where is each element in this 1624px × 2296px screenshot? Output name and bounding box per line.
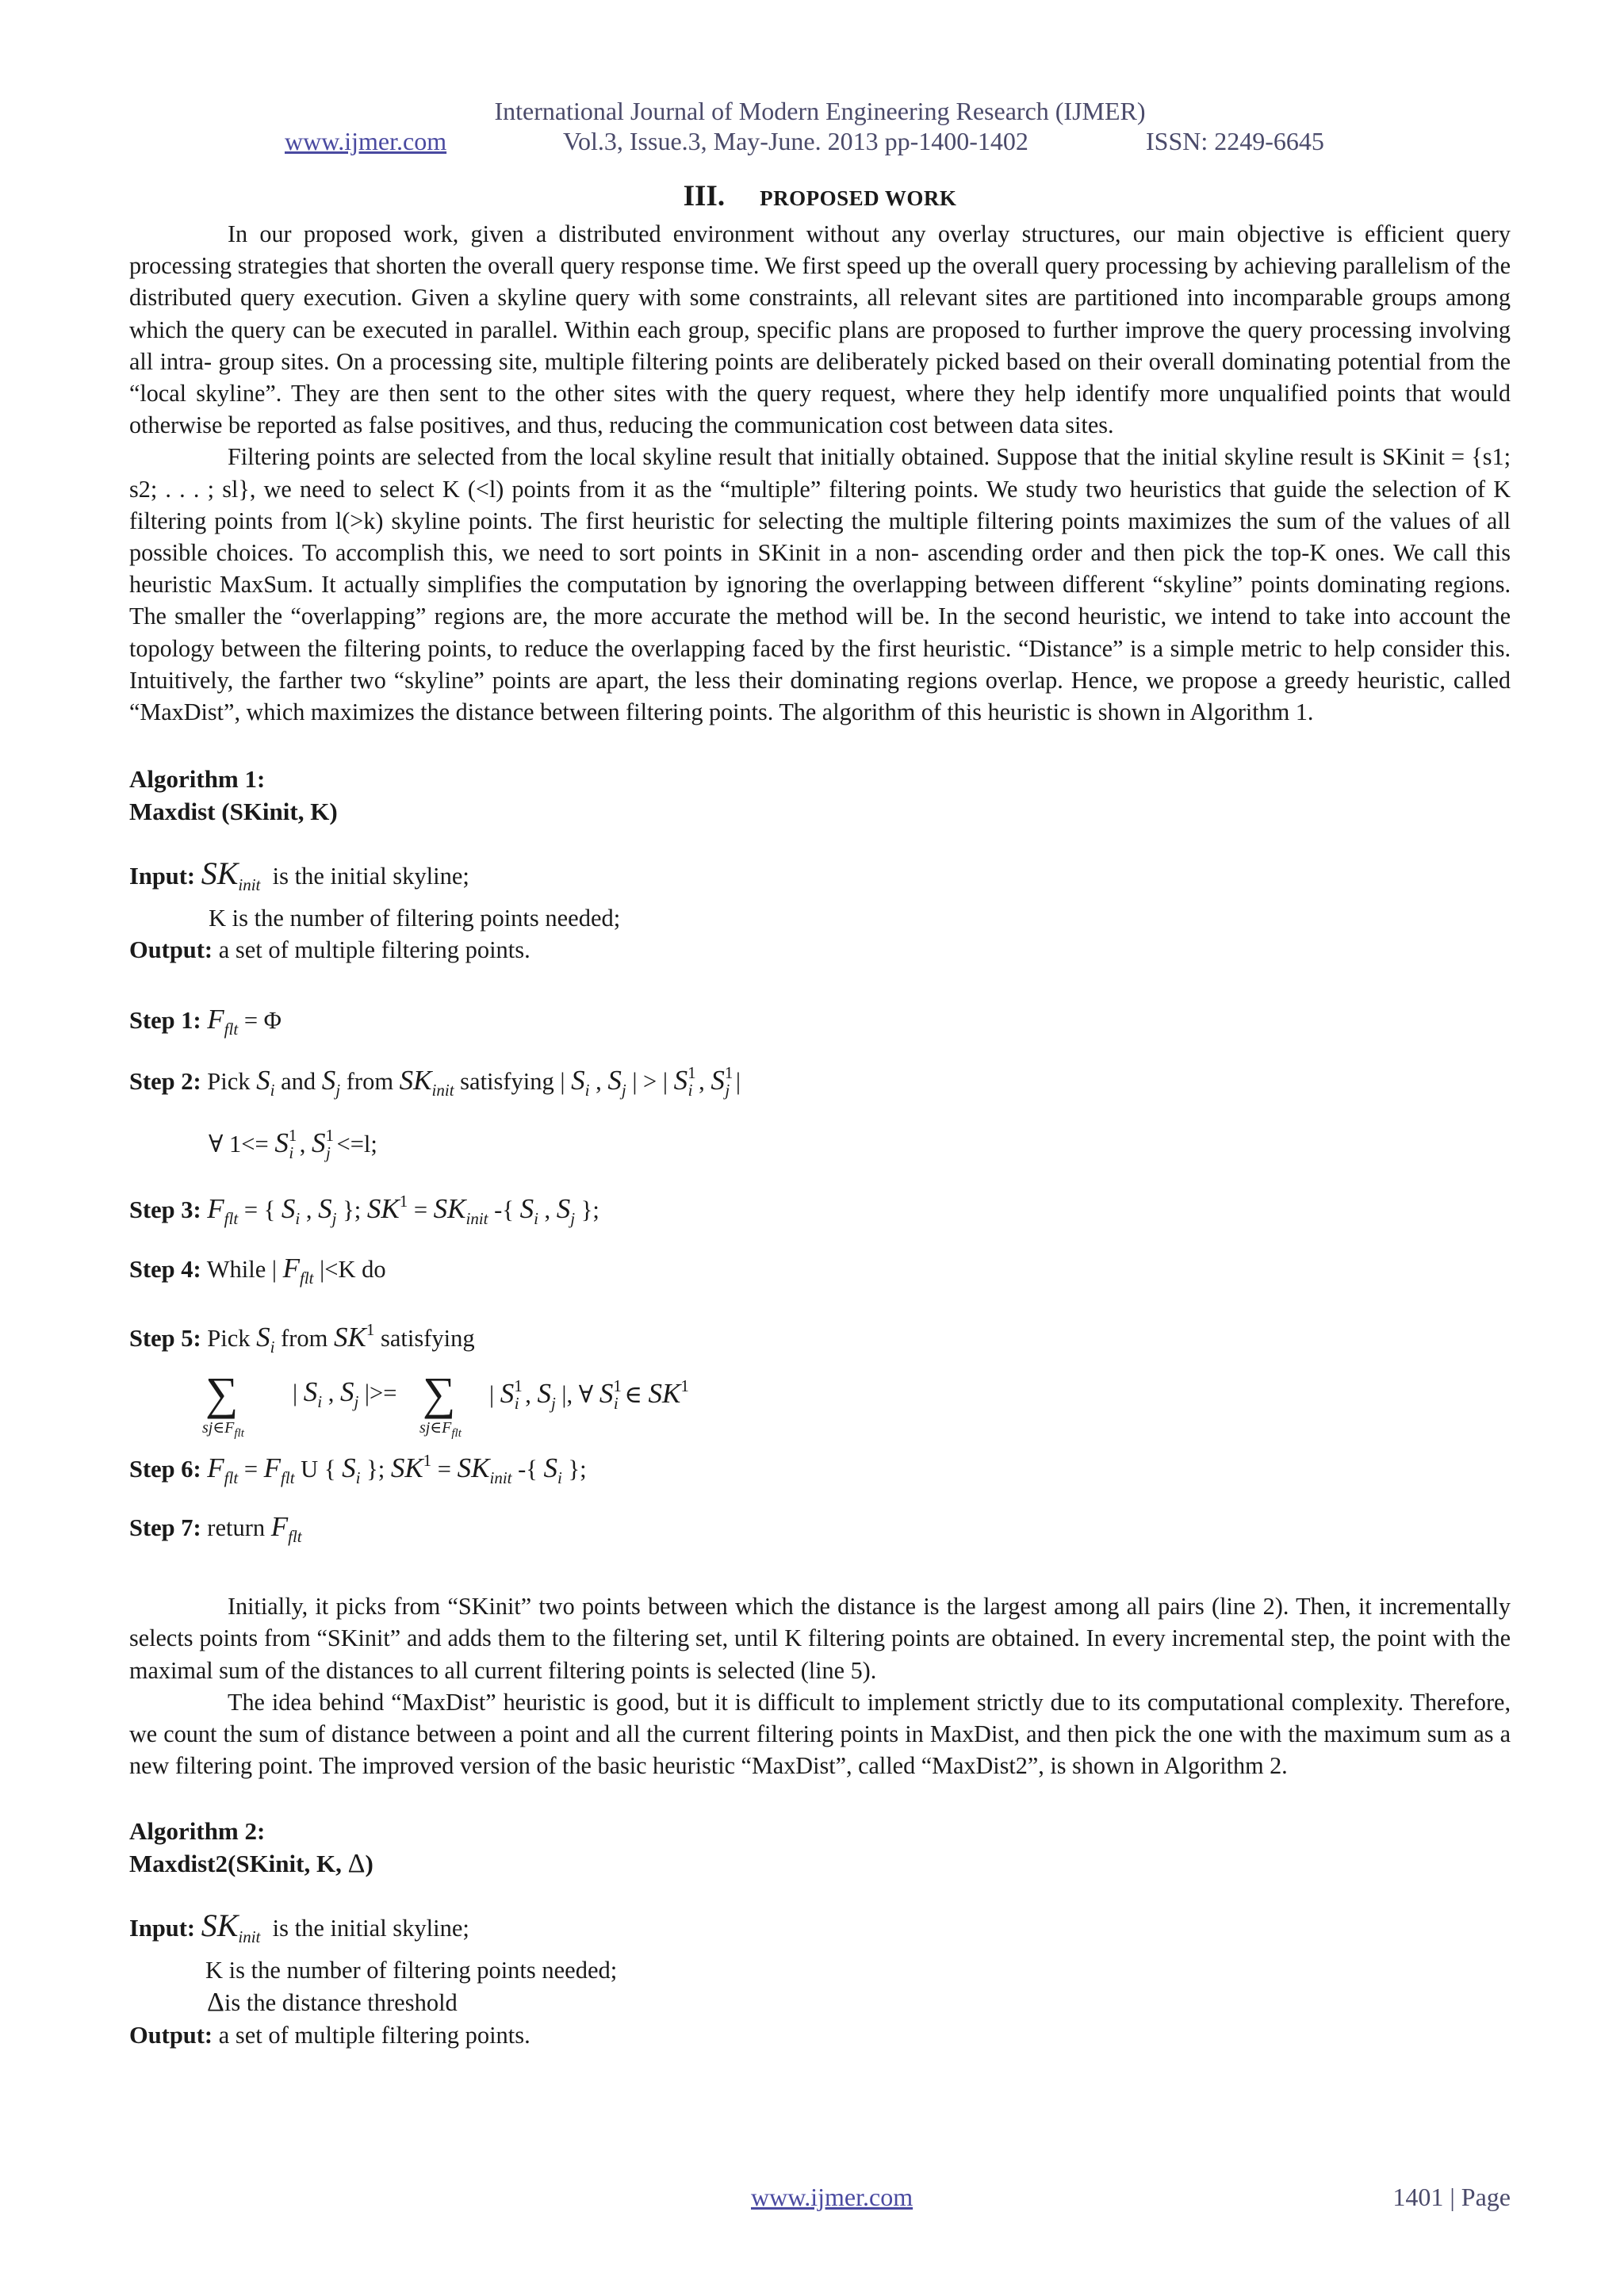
algorithm1-step3: Step 3: $F_{flt}$ = { $S_i$ , $S_j$ }; $SK^1 = SK_{init}$ -{ $S_i$ , $S_j$ }; bbox=[129, 1192, 599, 1229]
header-website-link[interactable]: www.ijmer.com bbox=[285, 127, 447, 155]
algorithm2-k-desc: K is the number of filtering points needed; bbox=[205, 1957, 618, 1984]
algorithm1-step6: Step 6: $F_{flt} = F_{flt}$ U { $S_i$ }; $SK^1 = SK_{init}$ -{ $S_i$ }; bbox=[129, 1451, 587, 1488]
algorithm1-label: Algorithm 1: bbox=[129, 765, 266, 794]
page-content bbox=[129, 95, 1511, 2051]
paragraph-filtering-points: Filtering points are selected from the local skyline result that initially obtained. Suppose that the initial skyline result is SKinit = {s1; s2; . . . ; sl}, we need to select K (<l) points from it as the “multiple” filtering points. We study two heuristics that guide the selection of K filtering points from l(>k) skyline points. The first heuristic for selecting the multiple filtering points maximizes the sum of the values of all possible choices. To accomplish this, we need to sort points in SKinit in a non- ascending order and then pick the top-K ones. We call this heuristic MaxSum. It actually simplifies the computation by ignoring the overlapping between different “skyline” points dominating regions. The smaller the “overlapping” regions are, the more accurate the method will be. In the second heuristic, we intend to take into account the topology between the filtering points, to reduce the overlapping faced by the first heuristic. “Distance” is a simple metric to help consider this. Intuitively, the farther two “skyline” points are apart, the less their dominating regions overlap. Hence, we propose a greedy heuristic, called “MaxDist”, which maximizes the distance between filtering points. The algorithm of this heuristic is shown in Algorithm 1. bbox=[129, 443, 1511, 726]
algorithm1-step2-condition: ∀ $1<= S^1_i$ , $S^1_j <=l$; bbox=[209, 1126, 377, 1163]
algorithm1-k-desc: K is the number of filtering points needed; bbox=[209, 905, 621, 932]
algorithm2-input: Input: $SK_{init}$ is the initial skyline; bbox=[129, 1908, 469, 1947]
algorithm1-signature: Maxdist (SKinit, K) bbox=[129, 798, 338, 826]
paragraph-maxdist-explanation: Initially, it picks from “SKinit” two points between which the distance is the largest among all pairs (line 2). Then, it incrementally selects points from “SKinit” and adds them to the filtering set, until K filtering points are obtained. In every incremental step, the point with the maximal sum of the distances to all current filtering points is selected (line 5). bbox=[129, 1593, 1511, 1684]
journal-title: International Journal of Modern Engineering Research (IJMER) bbox=[494, 97, 1146, 125]
output-label: Output: bbox=[129, 936, 213, 964]
algorithm2-delta-desc: Δis the distance threshold bbox=[207, 1988, 458, 2018]
footer-website-link[interactable]: www.ijmer.com bbox=[751, 2183, 914, 2211]
algorithm1-output bbox=[129, 934, 1511, 966]
algorithm1-step7: Step 7: return $F_{flt}$ bbox=[129, 1511, 302, 1547]
header-volume: Vol.3, Issue.3, May-June. 2013 pp-1400-1402 bbox=[563, 127, 1028, 155]
algorithm1-step4: Step 4: While | $F_{flt}$ |<K do bbox=[129, 1253, 386, 1288]
section-number: III. bbox=[683, 180, 726, 212]
algorithm2-label: Algorithm 2: bbox=[129, 1817, 266, 1846]
algorithm2-signature: Maxdist2(SKinit, K, Δ) bbox=[129, 1849, 373, 1879]
section-heading bbox=[129, 181, 1511, 218]
header-info-row bbox=[129, 127, 1511, 160]
output-text: a set of multiple filtering points. bbox=[218, 936, 530, 964]
page-footer bbox=[129, 2183, 1511, 2216]
algorithm1-step2: Step 2: Pick $S_i$ and $S_j$ from $SK_{init}$ satisfying | $S_i$ , $S_j$ | > | $S^1_i$ , $S^1_j$ | bbox=[129, 1063, 741, 1100]
algorithm1-input: Input: $SK_{init}$ is the initial skyline; bbox=[129, 855, 469, 895]
paragraph-maxdist2-intro: The idea behind “MaxDist” heuristic is good, but it is difficult to implement strictly due to its computational complexity. Therefore, we count the sum of distance between a point and all the current filtering points in MaxDist, and then pick the one with the maximum sum as a new filtering point. The improved version of the basic heuristic “MaxDist”, called “MaxDist2”, is shown in Algorithm 2. bbox=[129, 1688, 1511, 1780]
algorithm2-output: Output: a set of multiple filtering points. bbox=[129, 2022, 530, 2049]
footer-page-number: 1401 | Page bbox=[1392, 2183, 1511, 2211]
input-text: is the initial skyline; bbox=[272, 863, 469, 890]
algorithm1-step5: Step 5: Pick $S_i$ from $SK^1$ satisfying bbox=[129, 1320, 475, 1357]
header-issn: ISSN: 2249-6645 bbox=[1146, 127, 1324, 155]
algorithm1-step5-formula: ∑ $sj\in F_{flt}$ | $S_i$ , $S_j$ |>= ∑ $sj\in F_{flt}$ | $S^1_i$ , $S_j$ |, ∀ $S^1_i$ ∈ $SK^1$ bbox=[202, 1368, 689, 1441]
paragraph-proposed-work: In our proposed work, given a distributed environment without any overlay structures, our main objective is efficient query processing strategies that shorten the overall query response time. We first speed up the overall query processing by achieving parallelism of the distributed query execution. Given a skyline query with some constraints, all relevant sites are partitioned into incomparable groups among which the query can be executed in parallel. Within each group, specific plans are proposed to further improve the query processing involving all intra- group sites. On a processing site, multiple filtering points are deliberately picked based on their overall dominating potential from the “local skyline”. They are then sent to the other sites with the query request, where they help identify more unqualified points that would otherwise be reported as false positives, and thus, reducing the communication cost between data sites. bbox=[129, 220, 1511, 439]
section-title-text: PROPOSED WORK bbox=[760, 186, 957, 210]
input-label: Input: bbox=[129, 863, 196, 890]
algorithm1-step1: Step 1: $F_{flt} = \Phi$ bbox=[129, 1004, 282, 1039]
